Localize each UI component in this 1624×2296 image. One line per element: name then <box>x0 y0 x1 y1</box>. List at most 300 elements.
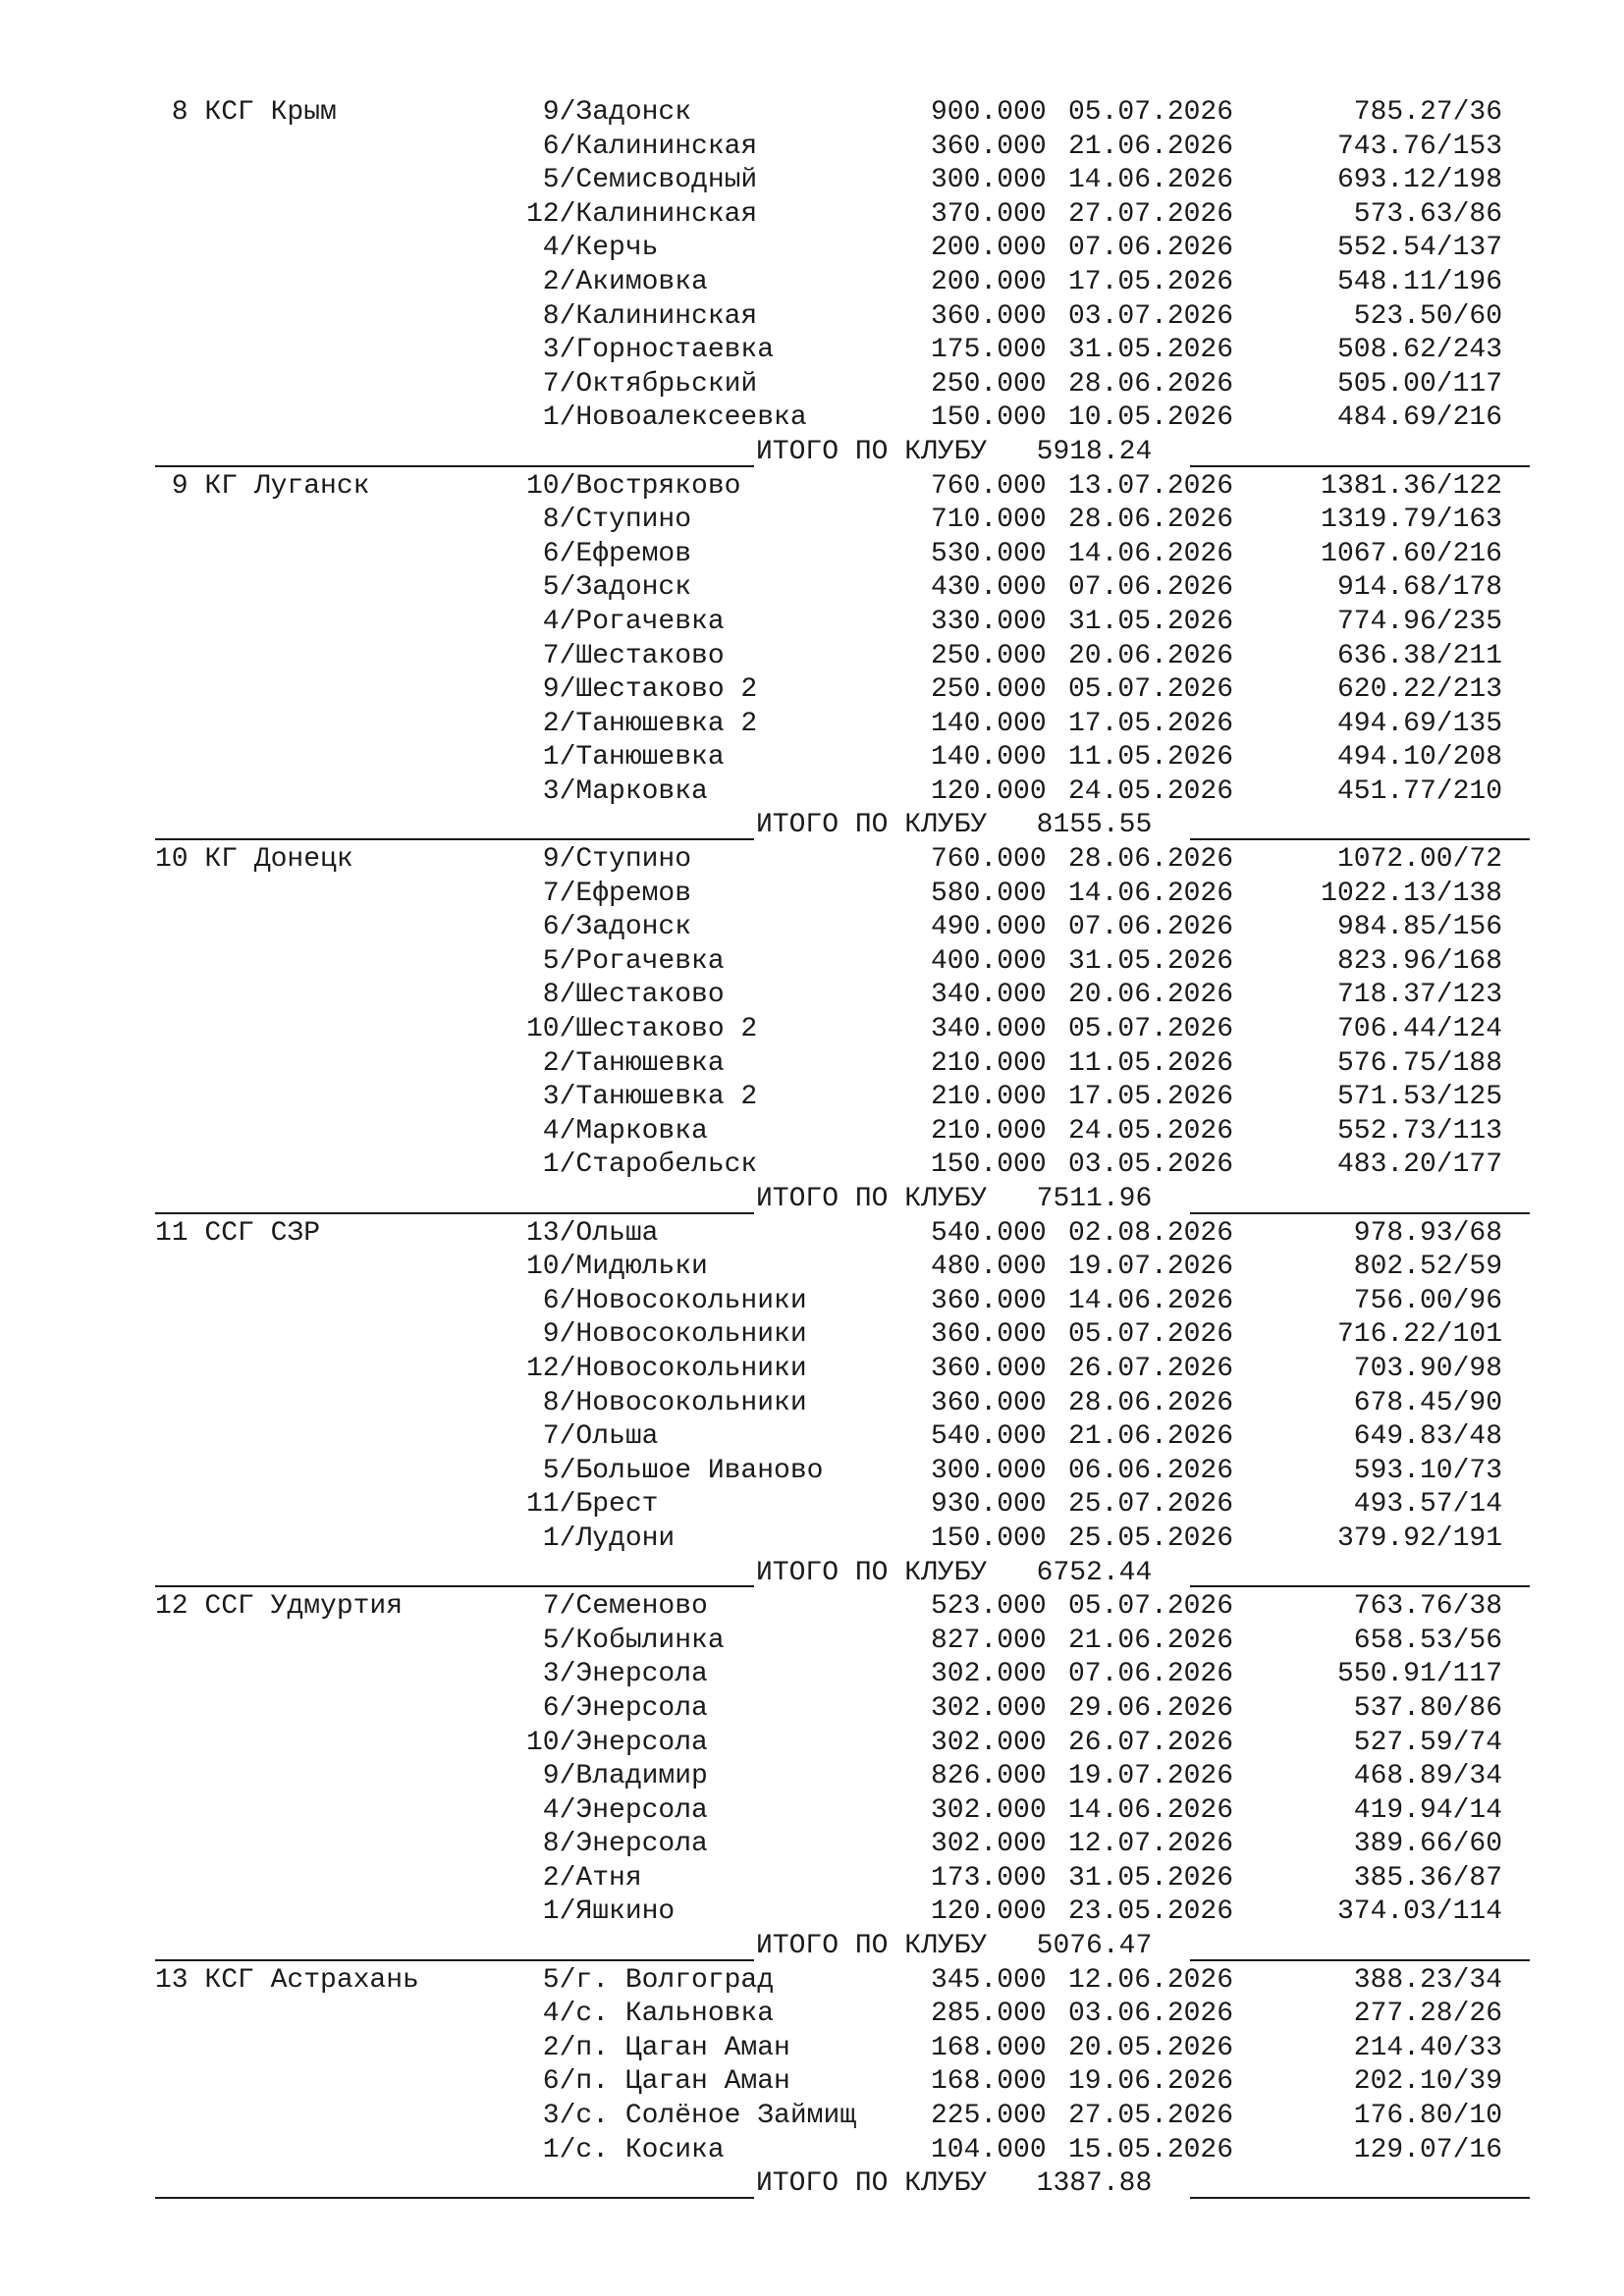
table-row <box>155 571 1530 606</box>
flight-score: 548.11/196 <box>1336 266 1502 297</box>
flight-score: 763.76/38 <box>1353 1591 1502 1623</box>
flight-point: 3/Энерсола <box>526 1659 708 1690</box>
flight-point: 8/Калининская <box>526 300 758 332</box>
club-total: ИТОГО ПО КЛУБУ 8155.55 <box>756 810 1153 841</box>
flight-point: 1/Новоалексеевка <box>526 402 807 434</box>
flight-point: 6/Ефремов <box>526 538 692 569</box>
flight-score: 716.22/101 <box>1336 1319 1502 1351</box>
club-name: 13 КСГ Астрахань <box>155 1964 419 1996</box>
flight-distance: 540.000 <box>931 1217 1047 1249</box>
table-row <box>155 131 1530 165</box>
table-row <box>155 945 1530 980</box>
flight-score: 1319.79/163 <box>1321 505 1502 536</box>
flight-distance: 360.000 <box>931 300 1047 332</box>
flight-date: 11.05.2026 <box>1068 1047 1234 1079</box>
flight-score: 483.20/177 <box>1336 1149 1502 1181</box>
divider <box>155 838 754 840</box>
table-row <box>155 1251 1530 1285</box>
flight-date: 20.06.2026 <box>1068 980 1234 1011</box>
flight-score: 523.50/60 <box>1353 300 1502 332</box>
flight-score: 571.53/125 <box>1336 1082 1502 1113</box>
flight-date: 27.05.2026 <box>1068 2101 1234 2132</box>
flight-distance: 210.000 <box>931 1115 1047 1147</box>
flight-point: 12/Новосокольники <box>526 1353 807 1384</box>
club-total-row <box>155 436 1530 470</box>
divider <box>155 465 754 467</box>
divider <box>1190 465 1530 467</box>
flight-score: 505.00/117 <box>1336 368 1502 400</box>
flight-date: 31.05.2026 <box>1068 945 1234 977</box>
flight-score: 620.22/213 <box>1336 674 1502 706</box>
flight-date: 17.05.2026 <box>1068 1082 1234 1113</box>
flight-date: 28.06.2026 <box>1068 1387 1234 1418</box>
flight-distance: 104.000 <box>931 2134 1047 2165</box>
flight-point: 3/Марковка <box>526 775 708 807</box>
flight-date: 20.06.2026 <box>1068 640 1234 671</box>
table-row <box>155 1148 1530 1183</box>
table-row <box>155 504 1530 538</box>
table-row <box>155 2134 1530 2168</box>
table-row <box>155 979 1530 1013</box>
divider <box>1190 2197 1530 2199</box>
flight-distance: 930.000 <box>931 1489 1047 1521</box>
club-name: 11 ССГ СЗР <box>155 1217 321 1249</box>
flight-point: 5/Семисводный <box>526 165 758 196</box>
table-row <box>155 2065 1530 2100</box>
flight-date: 11.05.2026 <box>1068 742 1234 774</box>
flight-distance: 302.000 <box>931 1659 1047 1690</box>
flight-date: 31.05.2026 <box>1068 606 1234 637</box>
flight-date: 07.06.2026 <box>1068 912 1234 943</box>
flight-date: 14.06.2026 <box>1068 538 1234 569</box>
flight-score: 214.40/33 <box>1353 2032 1502 2063</box>
table-row <box>155 2032 1530 2066</box>
table-row <box>155 673 1530 708</box>
table-row <box>155 1964 1530 1999</box>
flight-distance: 710.000 <box>931 505 1047 536</box>
flight-date: 19.07.2026 <box>1068 1761 1234 1792</box>
flight-distance: 250.000 <box>931 640 1047 671</box>
flight-point: 1/Лудони <box>526 1522 676 1554</box>
flight-score: 636.38/211 <box>1336 640 1502 671</box>
flight-score: 978.93/68 <box>1353 1217 1502 1249</box>
flight-score: 649.83/48 <box>1353 1421 1502 1453</box>
club-name: 12 ССГ Удмуртия <box>155 1591 404 1623</box>
flight-score: 389.66/60 <box>1353 1829 1502 1860</box>
flight-date: 21.06.2026 <box>1068 1625 1234 1656</box>
flight-score: 914.68/178 <box>1336 572 1502 604</box>
flight-score: 743.76/153 <box>1336 131 1502 162</box>
flight-point: 9/Владимир <box>526 1761 708 1792</box>
club-group <box>155 96 1530 470</box>
table-row <box>155 1047 1530 1082</box>
table-row <box>155 640 1530 674</box>
flight-score: 385.36/87 <box>1353 1862 1502 1894</box>
flight-score: 508.62/243 <box>1336 335 1502 366</box>
flight-score: 374.03/114 <box>1336 1896 1502 1928</box>
flight-date: 07.06.2026 <box>1068 1659 1234 1690</box>
flight-point: 4/с. Кальновка <box>526 1999 775 2030</box>
flight-date: 24.05.2026 <box>1068 775 1234 807</box>
club-total-row <box>155 809 1530 843</box>
flight-distance: 330.000 <box>931 606 1047 637</box>
flight-point: 13/Ольша <box>526 1217 659 1249</box>
flight-date: 02.08.2026 <box>1068 1217 1234 1249</box>
flight-date: 26.07.2026 <box>1068 1353 1234 1384</box>
table-row <box>155 1318 1530 1353</box>
flight-distance: 150.000 <box>931 1149 1047 1181</box>
flight-distance: 168.000 <box>931 2032 1047 2063</box>
flight-date: 31.05.2026 <box>1068 1862 1234 1894</box>
flight-date: 03.06.2026 <box>1068 1999 1234 2030</box>
flight-distance: 175.000 <box>931 335 1047 366</box>
flight-score: 576.75/188 <box>1336 1047 1502 1079</box>
flight-distance: 140.000 <box>931 708 1047 739</box>
flight-distance: 530.000 <box>931 538 1047 569</box>
flight-score: 693.12/198 <box>1336 165 1502 196</box>
table-row <box>155 843 1530 878</box>
flight-point: 11/Брест <box>526 1489 659 1521</box>
flight-distance: 200.000 <box>931 233 1047 264</box>
flight-point: 8/Ступино <box>526 505 692 536</box>
flight-date: 14.06.2026 <box>1068 165 1234 196</box>
table-row <box>155 878 1530 912</box>
flight-score: 573.63/86 <box>1353 198 1502 230</box>
flight-point: 4/Керчь <box>526 233 659 264</box>
flight-point: 6/Задонск <box>526 912 692 943</box>
table-row <box>155 538 1530 572</box>
flight-distance: 250.000 <box>931 674 1047 706</box>
flight-distance: 345.000 <box>931 1964 1047 1996</box>
flight-date: 24.05.2026 <box>1068 1115 1234 1147</box>
flight-score: 552.54/137 <box>1336 233 1502 264</box>
table-row <box>155 775 1530 810</box>
table-row <box>155 334 1530 368</box>
flight-score: 1381.36/122 <box>1321 470 1502 502</box>
table-row <box>155 1455 1530 1489</box>
flight-distance: 302.000 <box>931 1794 1047 1826</box>
flight-date: 25.07.2026 <box>1068 1489 1234 1521</box>
flight-date: 13.07.2026 <box>1068 470 1234 502</box>
flight-point: 12/Калининская <box>526 198 758 230</box>
flight-date: 23.05.2026 <box>1068 1896 1234 1928</box>
flight-score: 1067.60/216 <box>1321 538 1502 569</box>
flight-point: 6/п. Цаган Аман <box>526 2066 790 2098</box>
flight-distance: 200.000 <box>931 266 1047 297</box>
flight-point: 3/Горностаевка <box>526 335 775 366</box>
flight-score: 678.45/90 <box>1353 1387 1502 1418</box>
table-row <box>155 1828 1530 1862</box>
flight-distance: 360.000 <box>931 1387 1047 1418</box>
flight-score: 756.00/96 <box>1353 1285 1502 1316</box>
table-row <box>155 1794 1530 1829</box>
flight-date: 03.07.2026 <box>1068 300 1234 332</box>
flight-distance: 250.000 <box>931 368 1047 400</box>
flight-date: 14.06.2026 <box>1068 878 1234 909</box>
club-name: 10 КГ Донецк <box>155 844 353 876</box>
flight-point: 5/Большое Иваново <box>526 1455 824 1486</box>
flight-score: 451.77/210 <box>1336 775 1502 807</box>
flight-point: 6/Калининская <box>526 131 758 162</box>
flight-distance: 210.000 <box>931 1082 1047 1113</box>
flight-point: 7/Ольша <box>526 1421 659 1453</box>
club-total-row <box>155 1930 1530 1964</box>
flight-distance: 360.000 <box>931 1319 1047 1351</box>
club-total-row <box>155 2167 1530 2202</box>
table-row <box>155 470 1530 505</box>
club-total-row <box>155 1557 1530 1591</box>
flight-point: 5/Рогачевка <box>526 945 725 977</box>
flight-distance: 360.000 <box>931 1353 1047 1384</box>
table-row <box>155 1285 1530 1319</box>
flight-score: 593.10/73 <box>1353 1455 1502 1486</box>
flight-distance: 168.000 <box>931 2066 1047 2098</box>
club-total: ИТОГО ПО КЛУБУ 7511.96 <box>756 1184 1153 1214</box>
flight-score: 785.27/36 <box>1353 97 1502 128</box>
flight-point: 6/Новосокольники <box>526 1285 807 1316</box>
club-group <box>155 470 1530 844</box>
table-row <box>155 1590 1530 1625</box>
flight-date: 06.06.2026 <box>1068 1455 1234 1486</box>
flight-score: 468.89/34 <box>1353 1761 1502 1792</box>
flight-point: 10/Востряково <box>526 470 741 502</box>
divider <box>155 1585 754 1587</box>
flight-date: 19.06.2026 <box>1068 2066 1234 2098</box>
flight-score: 802.52/59 <box>1353 1252 1502 1283</box>
flight-score: 277.28/26 <box>1353 1999 1502 2030</box>
table-row <box>155 1727 1530 1761</box>
flight-date: 21.06.2026 <box>1068 131 1234 162</box>
flight-date: 12.06.2026 <box>1068 1964 1234 1996</box>
divider <box>1190 1212 1530 1214</box>
flight-date: 05.07.2026 <box>1068 1591 1234 1623</box>
flight-score: 527.59/74 <box>1353 1727 1502 1758</box>
flight-point: 2/Танюшевка 2 <box>526 708 758 739</box>
table-row <box>155 911 1530 945</box>
flight-distance: 300.000 <box>931 165 1047 196</box>
flight-date: 21.06.2026 <box>1068 1421 1234 1453</box>
flight-score: 379.92/191 <box>1336 1522 1502 1554</box>
flight-point: 7/Октябрьский <box>526 368 758 400</box>
flight-date: 19.07.2026 <box>1068 1252 1234 1283</box>
table-row <box>155 1013 1530 1047</box>
flight-score: 176.80/10 <box>1353 2101 1502 2132</box>
table-row <box>155 198 1530 233</box>
flight-point: 3/Танюшевка 2 <box>526 1082 758 1113</box>
flight-distance: 210.000 <box>931 1047 1047 1079</box>
table-row <box>155 741 1530 775</box>
table-row <box>155 1522 1530 1557</box>
flight-date: 29.06.2026 <box>1068 1692 1234 1724</box>
flight-score: 388.23/34 <box>1353 1964 1502 1996</box>
club-total: ИТОГО ПО КЛУБУ 5076.47 <box>756 1931 1153 1962</box>
table-row <box>155 164 1530 198</box>
flight-distance: 302.000 <box>931 1829 1047 1860</box>
flight-point: 5/г. Волгоград <box>526 1964 775 1996</box>
table-row <box>155 232 1530 266</box>
flight-point: 9/Ступино <box>526 844 692 876</box>
table-row <box>155 1692 1530 1727</box>
flight-distance: 302.000 <box>931 1727 1047 1758</box>
flight-score: 823.96/168 <box>1336 945 1502 977</box>
flight-distance: 173.000 <box>931 1862 1047 1894</box>
flight-distance: 523.000 <box>931 1591 1047 1623</box>
flight-date: 07.06.2026 <box>1068 233 1234 264</box>
table-row <box>155 1353 1530 1387</box>
flight-date: 28.06.2026 <box>1068 368 1234 400</box>
table-row <box>155 2100 1530 2134</box>
flight-date: 05.07.2026 <box>1068 1319 1234 1351</box>
flight-distance: 540.000 <box>931 1421 1047 1453</box>
flight-score: 774.96/235 <box>1336 606 1502 637</box>
flight-date: 20.05.2026 <box>1068 2032 1234 2063</box>
flight-point: 5/Кобылинка <box>526 1625 725 1656</box>
flight-point: 1/Танюшевка <box>526 742 725 774</box>
flight-distance: 430.000 <box>931 572 1047 604</box>
flight-score: 493.57/14 <box>1353 1489 1502 1521</box>
flight-distance: 360.000 <box>931 131 1047 162</box>
flight-score: 202.10/39 <box>1353 2066 1502 2098</box>
flight-distance: 150.000 <box>931 402 1047 434</box>
table-row <box>155 1217 1530 1252</box>
club-name: 9 КГ Луганск <box>155 470 370 502</box>
table-row <box>155 1420 1530 1455</box>
table-row <box>155 708 1530 742</box>
flight-point: 8/Новосокольники <box>526 1387 807 1418</box>
table-row <box>155 1658 1530 1692</box>
divider <box>155 1212 754 1214</box>
club-name: 8 КСГ Крым <box>155 97 337 128</box>
flight-date: 03.05.2026 <box>1068 1149 1234 1181</box>
flight-point: 1/Яшкино <box>526 1896 676 1928</box>
table-row <box>155 1760 1530 1794</box>
flight-date: 05.07.2026 <box>1068 674 1234 706</box>
flight-distance: 225.000 <box>931 2101 1047 2132</box>
flight-date: 07.06.2026 <box>1068 572 1234 604</box>
flight-point: 9/Задонск <box>526 97 692 128</box>
table-row <box>155 1387 1530 1421</box>
flight-point: 1/с. Косика <box>526 2134 725 2165</box>
flight-point: 2/Танюшевка <box>526 1047 725 1079</box>
flight-point: 6/Энерсола <box>526 1692 708 1724</box>
flight-score: 706.44/124 <box>1336 1014 1502 1045</box>
flight-distance: 827.000 <box>931 1625 1047 1656</box>
flight-date: 14.06.2026 <box>1068 1794 1234 1826</box>
flight-score: 984.85/156 <box>1336 912 1502 943</box>
club-total: ИТОГО ПО КЛУБУ 5918.24 <box>756 436 1153 467</box>
club-group <box>155 843 1530 1217</box>
table-row <box>155 1488 1530 1522</box>
flight-point: 10/Шестаково 2 <box>526 1014 758 1045</box>
table-row <box>155 1081 1530 1115</box>
flight-point: 4/Энерсола <box>526 1794 708 1826</box>
table-row <box>155 266 1530 300</box>
flight-score: 1072.00/72 <box>1336 844 1502 876</box>
flight-score: 484.69/216 <box>1336 402 1502 434</box>
flight-distance: 826.000 <box>931 1761 1047 1792</box>
flight-distance: 340.000 <box>931 980 1047 1011</box>
table-row <box>155 1896 1530 1930</box>
flight-distance: 360.000 <box>931 1285 1047 1316</box>
flight-distance: 150.000 <box>931 1522 1047 1554</box>
flight-point: 8/Энерсола <box>526 1829 708 1860</box>
flight-point: 7/Ефремов <box>526 878 692 909</box>
divider <box>1190 1959 1530 1961</box>
flight-distance: 580.000 <box>931 878 1047 909</box>
flight-date: 17.05.2026 <box>1068 708 1234 739</box>
club-group <box>155 1217 1530 1591</box>
flight-distance: 490.000 <box>931 912 1047 943</box>
divider <box>155 2197 754 2199</box>
flight-point: 3/с. Солёное Займищ <box>526 2101 857 2132</box>
flight-date: 12.07.2026 <box>1068 1829 1234 1860</box>
flight-point: 9/Новосокольники <box>526 1319 807 1351</box>
flight-point: 1/Старобельск <box>526 1149 758 1181</box>
flight-distance: 285.000 <box>931 1999 1047 2030</box>
flight-date: 26.07.2026 <box>1068 1727 1234 1758</box>
flight-distance: 370.000 <box>931 198 1047 230</box>
flight-distance: 480.000 <box>931 1252 1047 1283</box>
flight-date: 17.05.2026 <box>1068 266 1234 297</box>
flight-score: 703.90/98 <box>1353 1353 1502 1384</box>
flight-point: 2/Атня <box>526 1862 642 1894</box>
table-row <box>155 1115 1530 1149</box>
club-total: ИТОГО ПО КЛУБУ 1387.88 <box>756 2168 1153 2200</box>
flight-date: 05.07.2026 <box>1068 1014 1234 1045</box>
table-row <box>155 1998 1530 2032</box>
flight-distance: 120.000 <box>931 1896 1047 1928</box>
club-total-row <box>155 1183 1530 1217</box>
flight-point: 10/Мидюльки <box>526 1252 708 1283</box>
flight-date: 28.06.2026 <box>1068 505 1234 536</box>
flight-score: 537.80/86 <box>1353 1692 1502 1724</box>
flight-score: 550.91/117 <box>1336 1659 1502 1690</box>
club-group <box>155 1590 1530 1964</box>
flight-distance: 340.000 <box>931 1014 1047 1045</box>
flight-score: 552.73/113 <box>1336 1115 1502 1147</box>
flight-point: 7/Семеново <box>526 1591 708 1623</box>
flight-score: 718.37/123 <box>1336 980 1502 1011</box>
divider <box>155 1959 754 1961</box>
flight-date: 10.05.2026 <box>1068 402 1234 434</box>
flight-point: 4/Рогачевка <box>526 606 725 637</box>
flight-score: 129.07/16 <box>1353 2134 1502 2165</box>
flight-date: 15.05.2026 <box>1068 2134 1234 2165</box>
table-row <box>155 368 1530 402</box>
table-row <box>155 1625 1530 1659</box>
flight-distance: 300.000 <box>931 1455 1047 1486</box>
flight-score: 1022.13/138 <box>1321 878 1502 909</box>
table-row <box>155 401 1530 436</box>
flight-date: 25.05.2026 <box>1068 1522 1234 1554</box>
table-row <box>155 1862 1530 1896</box>
flight-date: 27.07.2026 <box>1068 198 1234 230</box>
table-row <box>155 606 1530 640</box>
flight-point: 9/Шестаково 2 <box>526 674 758 706</box>
flight-point: 4/Марковка <box>526 1115 708 1147</box>
flight-distance: 302.000 <box>931 1692 1047 1724</box>
flight-distance: 900.000 <box>931 97 1047 128</box>
flight-point: 8/Шестаково <box>526 980 725 1011</box>
flight-distance: 140.000 <box>931 742 1047 774</box>
flight-point: 2/Акимовка <box>526 266 708 297</box>
club-group <box>155 1964 1530 2202</box>
divider <box>1190 1585 1530 1587</box>
flight-score: 494.10/208 <box>1336 742 1502 774</box>
table-row <box>155 96 1530 131</box>
flight-score: 494.69/135 <box>1336 708 1502 739</box>
club-total: ИТОГО ПО КЛУБУ 6752.44 <box>756 1557 1153 1588</box>
